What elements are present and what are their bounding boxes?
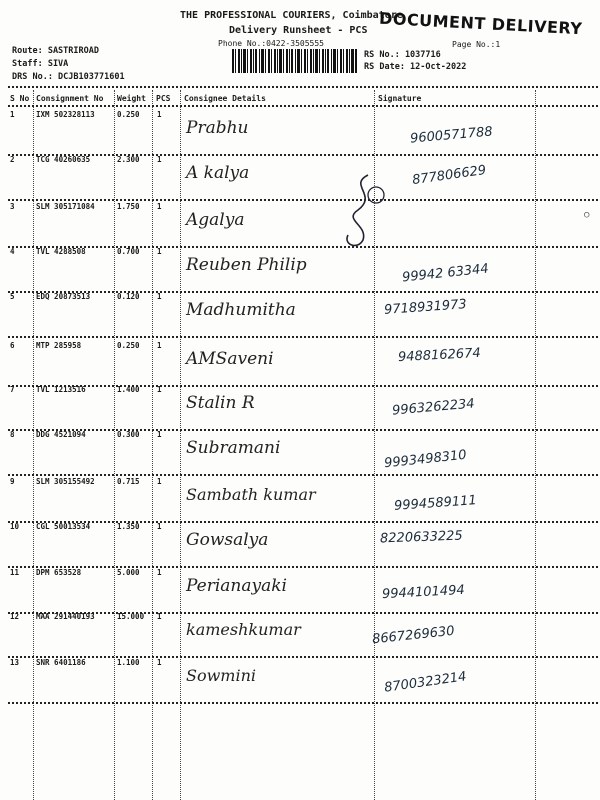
row-consignment-no: TVL 4288508 <box>36 247 86 256</box>
row-sno: 4 <box>10 247 15 256</box>
row-signature: 99942 63344 <box>401 261 490 286</box>
col-weight: Weight <box>117 94 146 103</box>
row-sno: 12 <box>10 612 20 621</box>
row-signature: 9718931973 <box>383 297 468 318</box>
column-divider <box>33 90 34 800</box>
row-pcs: 1 <box>157 247 162 256</box>
rs-number: RS No.: 1037716 <box>364 50 441 60</box>
col-consignee: Consignee Details <box>184 94 266 103</box>
row-signature: 9488162674 <box>397 345 482 366</box>
row-pcs: 1 <box>157 110 162 119</box>
row-signature: 8667269630 <box>371 623 456 648</box>
row-consignee-name: Sambath kumar <box>186 485 316 504</box>
row-weight: 0.250 <box>117 341 140 350</box>
row-weight: 5.000 <box>117 568 140 577</box>
row-pcs: 1 <box>157 568 162 577</box>
column-divider <box>535 90 536 800</box>
row-separator <box>8 612 598 614</box>
col-sno: S No <box>10 94 30 103</box>
row-signature: 9944101494 <box>381 582 466 603</box>
row-sno: 8 <box>10 430 15 439</box>
row-sno: 6 <box>10 341 15 350</box>
row-signature: 877806629 <box>411 162 488 189</box>
row-separator <box>8 566 598 568</box>
row-sno: 10 <box>10 522 20 531</box>
row-pcs: 1 <box>157 522 162 531</box>
row-weight: 0.700 <box>117 247 140 256</box>
row-consignee-name: Prabhu <box>186 118 249 138</box>
document-delivery-stamp: DOCUMENT DELIVERY <box>378 8 583 39</box>
row-consignment-no: MTP 285958 <box>36 341 82 350</box>
row-consignment-no: EDQ 20873513 <box>36 292 91 301</box>
signature-scribble-row3 <box>338 165 388 255</box>
row-consignee-name: Reuben Philip <box>186 255 307 275</box>
row-consignee-name: A kalya <box>186 163 250 183</box>
row-consignee-name: Stalin R <box>186 393 255 413</box>
row-weight: 1.100 <box>117 658 140 667</box>
barcode-image <box>232 49 357 73</box>
row-consignee-name: Gowsalya <box>186 530 269 550</box>
col-signature: Signature <box>378 94 422 103</box>
row-consignment-no: IXM 502328113 <box>36 110 95 119</box>
row-separator <box>8 154 598 156</box>
row-separator <box>8 429 598 431</box>
row-consignment-no: DDG 4521094 <box>36 430 86 439</box>
drs-number: DRS No.: DCJB103771601 <box>12 72 125 82</box>
row-separator <box>8 656 598 658</box>
row-consignment-no: SLM 305171084 <box>36 202 95 211</box>
row-consignment-no: DPM 653528 <box>36 568 82 577</box>
row-sno: 1 <box>10 110 15 119</box>
row-signature: 9963262234 <box>391 396 476 419</box>
row-signature: 9600571788 <box>409 124 494 147</box>
col-pcs: PCS <box>156 94 171 103</box>
company-title: THE PROFESSIONAL COURIERS, Coimbatore <box>180 10 403 21</box>
row-consignee-name: Sowmini <box>186 666 256 685</box>
row-separator <box>8 474 598 476</box>
row-separator <box>8 521 598 523</box>
row-signature: 9994589111 <box>393 493 478 514</box>
row-consignee-name: Perianayaki <box>186 576 287 596</box>
row-pcs: 1 <box>157 612 162 621</box>
column-divider <box>114 90 115 800</box>
row-weight: 0.300 <box>117 430 140 439</box>
row-weight: 15.000 <box>117 612 145 621</box>
column-divider <box>152 90 153 800</box>
row-weight: 2.300 <box>117 155 140 164</box>
row-consignee-name: Agalya <box>186 210 245 230</box>
row-signature: 8220633225 <box>379 528 463 547</box>
rs-date: RS Date: 12-Oct-2022 <box>364 62 467 72</box>
phone-number: Phone No.:0422-3505555 <box>218 39 324 48</box>
row-pcs: 1 <box>157 658 162 667</box>
row-pcs: 1 <box>157 292 162 301</box>
runsheet-title: Delivery Runsheet - PCS <box>229 25 368 36</box>
row-separator <box>8 385 598 387</box>
row-sno: 5 <box>10 292 15 301</box>
margin-mark: ○ <box>584 210 590 220</box>
row-weight: 0.120 <box>117 292 140 301</box>
row-sno: 9 <box>10 477 15 486</box>
row-separator <box>8 199 598 201</box>
row-weight: 1.350 <box>117 522 140 531</box>
row-consignment-no: TVL 1213516 <box>36 385 86 394</box>
row-sno: 11 <box>10 568 20 577</box>
row-pcs: 1 <box>157 477 162 486</box>
row-weight: 0.250 <box>117 110 140 119</box>
row-consignment-no: SLM 305155492 <box>36 477 95 486</box>
row-separator <box>8 336 598 338</box>
row-weight: 1.750 <box>117 202 140 211</box>
column-divider <box>180 90 181 800</box>
row-consignee-name: AMSaveni <box>186 349 274 369</box>
header-row-separator <box>8 105 598 107</box>
row-sno: 7 <box>10 385 15 394</box>
row-pcs: 1 <box>157 155 162 164</box>
staff-label: Staff: SIVA <box>12 59 69 69</box>
row-separator <box>8 246 598 248</box>
row-sno: 13 <box>10 658 20 667</box>
row-weight: 1.400 <box>117 385 140 394</box>
row-pcs: 1 <box>157 341 162 350</box>
row-signature: 9993498310 <box>383 447 468 472</box>
col-consignment: Consignment No <box>36 94 104 103</box>
row-pcs: 1 <box>157 202 162 211</box>
row-consignment-no: TCG 40260635 <box>36 155 91 164</box>
row-sno: 3 <box>10 202 15 211</box>
row-sno: 2 <box>10 155 15 164</box>
row-separator <box>8 702 598 704</box>
row-signature: 8700323214 <box>383 669 468 696</box>
row-consignment-no: CGL 50013534 <box>36 522 91 531</box>
header-separator <box>8 86 598 88</box>
row-consignee-name: Madhumitha <box>186 300 296 320</box>
page-number: Page No.:1 <box>452 40 501 49</box>
row-separator <box>8 291 598 293</box>
row-consignment-no: MAA 291440193 <box>36 612 95 621</box>
route-label: Route: SASTRIROAD <box>12 46 99 56</box>
row-pcs: 1 <box>157 385 162 394</box>
row-consignee-name: kameshkumar <box>186 620 301 639</box>
row-pcs: 1 <box>157 430 162 439</box>
row-consignment-no: SNR 6401186 <box>36 658 86 667</box>
row-weight: 0.715 <box>117 477 140 486</box>
row-consignee-name: Subramani <box>186 438 281 458</box>
